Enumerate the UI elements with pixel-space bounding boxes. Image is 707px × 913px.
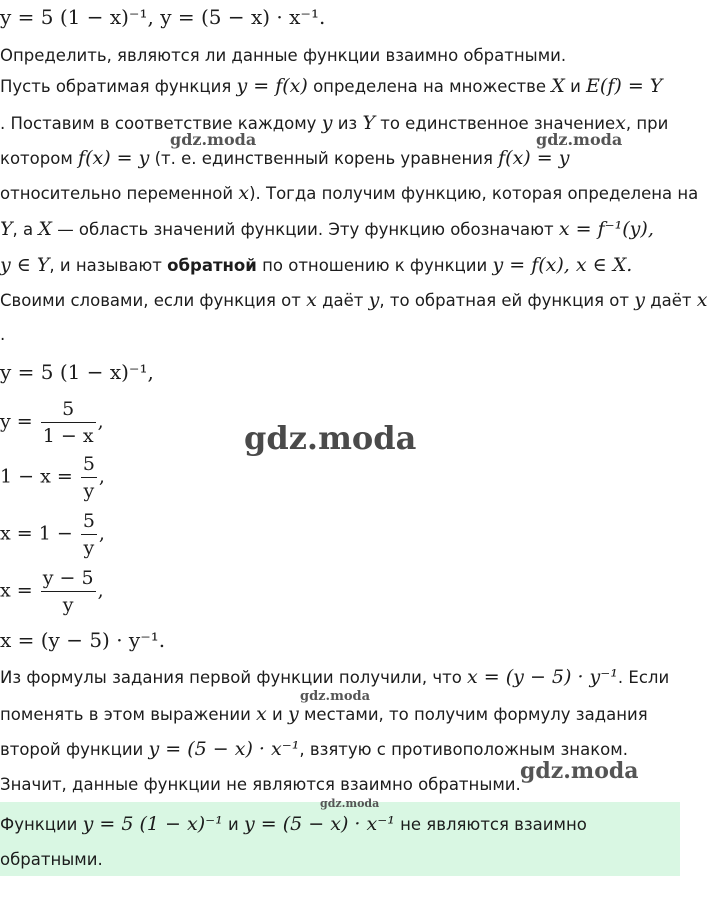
watermark: gdz.moda (300, 689, 371, 704)
watermark: gdz.moda (520, 758, 639, 784)
solution-step-5: x = $\frac{y - 5}{y}$ , (0, 567, 104, 616)
task-statement: Определить, являются ли данные функции взаимно обратными. (0, 46, 567, 65)
theory-line-2: . Поставим в соответствие каждому y из Y то единственное значениеx, при (0, 112, 669, 134)
solution-step-6: x = (y − 5) · y⁻¹. (0, 628, 166, 652)
solution-step-3: 1 − x = $\frac{5}{y}$ , (0, 453, 105, 502)
term-inverse: обратной (167, 256, 257, 275)
solution-step-2: y = $\frac{5}{1 - x}$ , (0, 398, 104, 447)
theory-line-7: Своими словами, если функция от x даёт y, то обратная ей функция от y даёт x (0, 289, 707, 311)
conclusion-line-1: Из формулы задания первой функции получили, что x = (y − 5) · y⁻¹. Если (0, 666, 670, 688)
solution-step-1: y = 5 (1 − x)⁻¹, (0, 360, 154, 384)
answer-line-1: Функции y = 5 (1 − x)⁻¹ и y = (5 − x) · x⁻¹ не являются взаимно (0, 813, 587, 835)
answer-line-2: обратными. (0, 850, 103, 869)
watermark: gdz.moda (536, 130, 623, 149)
conclusion-line-2: поменять в этом выражении x и y местами, то получим формулу задания (0, 703, 648, 725)
theory-line-8: . (0, 325, 6, 344)
answer-block (0, 802, 680, 876)
theory-line-5: Y, а X — область значений функции. Эту функцию обозначают x = f⁻¹(y), (0, 218, 654, 240)
watermark: gdz.moda (320, 797, 380, 810)
theory-line-6: y ∈ Y, и называют обратной по отношению к функции y = f(x), x ∈ X. (0, 254, 633, 276)
header-formula: y = 5 (1 − x)⁻¹, y = (5 − x) · x⁻¹. (0, 5, 326, 29)
conclusion-line-3: второй функции y = (5 − x) · x⁻¹, взятую с противоположным знаком. (0, 738, 628, 760)
theory-line-1: Пусть обратимая функция y = f(x) определена на множестве X и E(f) = Y (0, 75, 663, 97)
conclusion-line-4: Значит, данные функции не являются взаимно обратными. (0, 775, 521, 794)
watermark: gdz.moda (244, 419, 417, 457)
theory-line-3: котором f(x) = y (т. е. единственный корень уравнения f(x) = y (0, 147, 570, 169)
watermark: gdz.moda (170, 130, 257, 149)
theory-line-4: относительно переменной x). Тогда получим функцию, которая определена на (0, 182, 699, 204)
solution-step-4: x = 1 − $\frac{5}{y}$ , (0, 510, 105, 559)
